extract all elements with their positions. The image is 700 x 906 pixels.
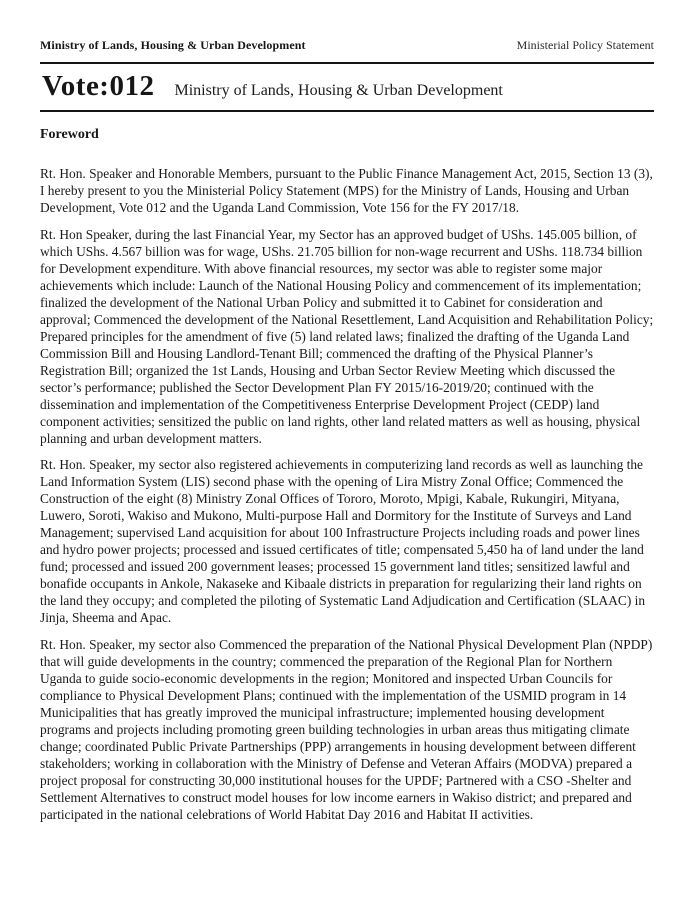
section-heading-foreword: Foreword	[40, 127, 99, 143]
vote-header	[40, 64, 654, 110]
header-document-type: Ministerial Policy Statement	[516, 38, 654, 52]
page-header	[40, 38, 654, 53]
paragraph-intro: Rt. Hon. Speaker and Honorable Members, pursuant to the Public Finance Management Act, 2015, Section 13 (3), I hereby present to you the Ministerial Policy Statement (MPS) for the Ministry of Lands, Housing and Urban Development, Vote 012 and the Uganda Land Commission, Vote 156 for the FY 2017/18.	[40, 166, 653, 216]
vote-ministry-title: Ministry of Lands, Housing & Urban Development	[174, 82, 503, 99]
foreword-body	[40, 165, 654, 823]
paragraph-land-records: Rt. Hon. Speaker, my sector also registered achievements in computerizing land records as well as launching the Land Information System (LIS) second phase with the opening of Lira Mistry Zonal Office; Commenced the Construction of the eight (8) Ministry Zonal Offices of Tororo, Moroto, Mpigi, Kabale, Rukungiri, Mityana, Luwero, Soroti, Wakiso and Mukono, Multi-purpose Hall and Dormitory for the Institute of Surveys and Land Management; supervised Land acquisition for about 100 Infrastructure Projects including roads and power lines and hydro power projects; processed and issued certificates of title; compensated 5,450 ha of land under the land fund; processed and issued 200 government leases; processed 15 government land titles; sensitized lawful and bonafide occupants in Ankole, Nakaseke and Kibaale districts in preparation for regularizing their land rights on the land they occupy; and completed the piloting of Systematic Land Adjudication and Certification (SLAAC) in Jinja, Sheema and Apac.	[40, 457, 646, 626]
vote-divider	[40, 110, 654, 112]
vote-number: Vote:012	[42, 70, 155, 102]
paragraph-physical-planning: Rt. Hon. Speaker, my sector also Commenced the preparation of the National Physical Development Plan (NPDP) that will guide developments in the country; commenced the preparation of the Regional Plan for Northern Uganda to guide socio-economic developments in the region; Monitored and inspected Urban Councils for compliance to Physical Development Plans; continued with the implementation of the USMID program in 14 Municipalities that has greatly improved the municipal infrastructure; implemented housing development programs and projects including promoting green building technologies in urban areas thus mitigating climate change; coordinated Public Private Partnerships (PPP) arrangements in housing development between different stakeholders; working in collaboration with the Ministry of Defense and Veteran Affairs (MODVA) prepared a project proposal for constructing 30,000 institutional houses for the UPDF; Partnered with a CSO -Shelter and Settlement Alternatives to construct model houses for low income earners in Wakiso district; and prepared and participated in the national celebrations of World Habitat Day 2016 and Habitat II activities.	[40, 636, 653, 822]
header-ministry-title: Ministry of Lands, Housing & Urban Development	[40, 38, 306, 52]
paragraph-budget-achievements: Rt. Hon Speaker, during the last Financial Year, my Sector has an approved budget of UShs. 145.005 billion, of which UShs. 4.567 billion was for wage, UShs. 21.705 billion for non-wage recurrent and UShs. 118.734 billion for Development expenditure. With above financial resources, my sector was able to register some major achievements which include: Launch of the National Housing Policy and commencement of its implementation; finalized the development of the National Urban Policy and submitted it to Cabinet for consideration and approval; Commenced the development of the National Resettlement, Land Acquisition and Rehabilitation Policy; Prepared principles for the amendment of five (5) land related laws; finalized the drafting of the Uganda Land Commission Bill and Housing Landlord-Tenant Bill; commenced the drafting of the Physical Planner’s Registration Bill; organized the 1st Lands, Housing and Urban Sector Review Meeting which discussed the sector’s performance; published the Sector Development Plan FY 2015/16-2019/20; continued with the dissemination and implementation of the Competitiveness Enterprise Development Project (CEDP) land component activities; sensitized the public on land rights, other land related matters as well as housing, physical planning and urban development matters.	[40, 226, 654, 446]
